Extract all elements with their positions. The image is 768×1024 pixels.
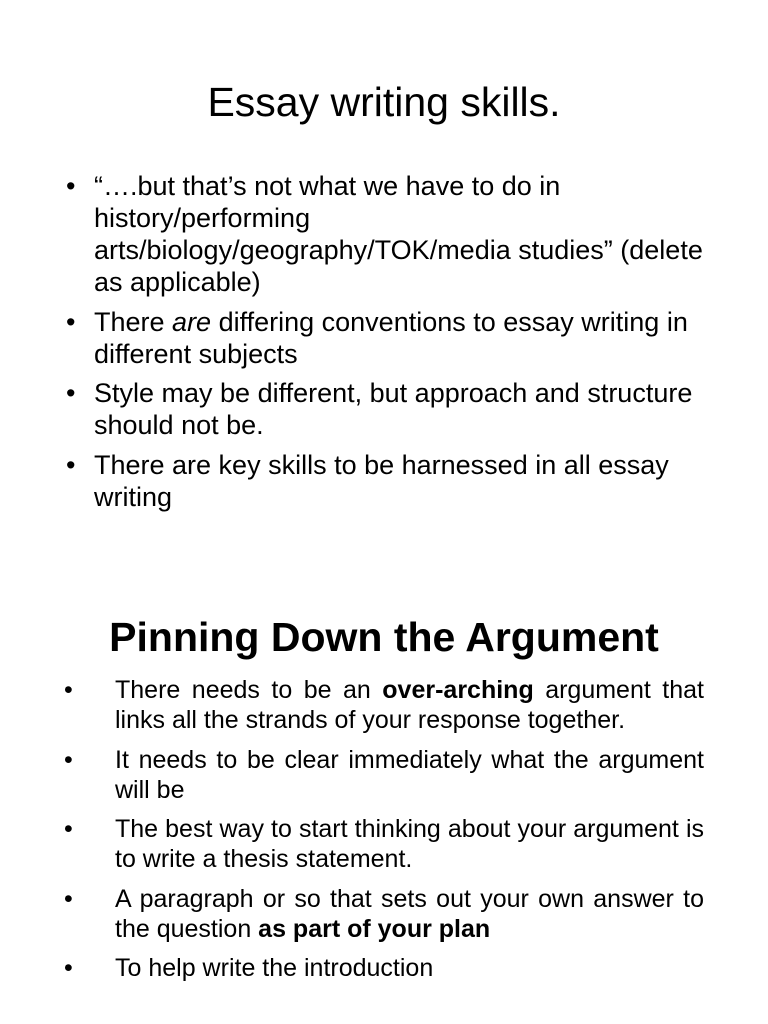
list-item-text-end: argument that links all the strands of your response together. [115, 676, 704, 734]
list-item [64, 814, 704, 874]
list-item-text: There are key skills to be harnessed in all essay writing [94, 449, 669, 512]
list-item [66, 449, 706, 513]
list-item-text-end: differing conventions to essay writing in different subjects [94, 306, 688, 369]
list-item [66, 377, 706, 441]
slide-pinning-down-argument [0, 596, 768, 1024]
bullet-icon: • [64, 745, 73, 774]
list-item [64, 675, 704, 735]
slide-title: Pinning Down the Argument [109, 614, 659, 660]
bullet-list [66, 170, 706, 520]
list-item-text: It needs to be clear immediately what the argument will be [115, 745, 704, 804]
bullet-icon: • [64, 954, 73, 982]
list-item-text-start: There needs to be an [115, 676, 383, 704]
list-item [66, 170, 706, 298]
list-item-text: Style may be different, but approach and structure should not be. [94, 378, 693, 440]
bullet-icon: • [64, 884, 73, 913]
bullet-icon: • [66, 449, 76, 480]
list-item-text: “….but that’s not what we have to do in history/performing arts/biology/geography/TOK/media studies” (delete as applicable) [94, 171, 703, 297]
bullet-icon: • [66, 306, 76, 337]
list-item [64, 953, 704, 983]
slide-title: Essay writing skills. [207, 79, 561, 125]
list-item-text: To help write the introduction [115, 954, 434, 982]
bold-text: as part of your plan [258, 914, 491, 943]
bullet-icon: • [64, 676, 73, 704]
bullet-list [64, 675, 704, 993]
list-item-text: The best way to start thinking about your argument is to write a thesis statement. [115, 815, 704, 873]
emphasis-text: are [172, 306, 212, 337]
list-item [64, 745, 704, 805]
bullet-icon: • [64, 815, 73, 843]
bold-text: over-arching [382, 676, 534, 704]
bullet-icon: • [66, 378, 76, 408]
bullet-icon: • [66, 171, 76, 201]
list-item-text-start: There [94, 306, 173, 337]
list-item-text-start: A paragraph or so that sets out your own answer to the question [115, 884, 704, 943]
list-item [66, 306, 706, 370]
list-item [64, 884, 704, 944]
